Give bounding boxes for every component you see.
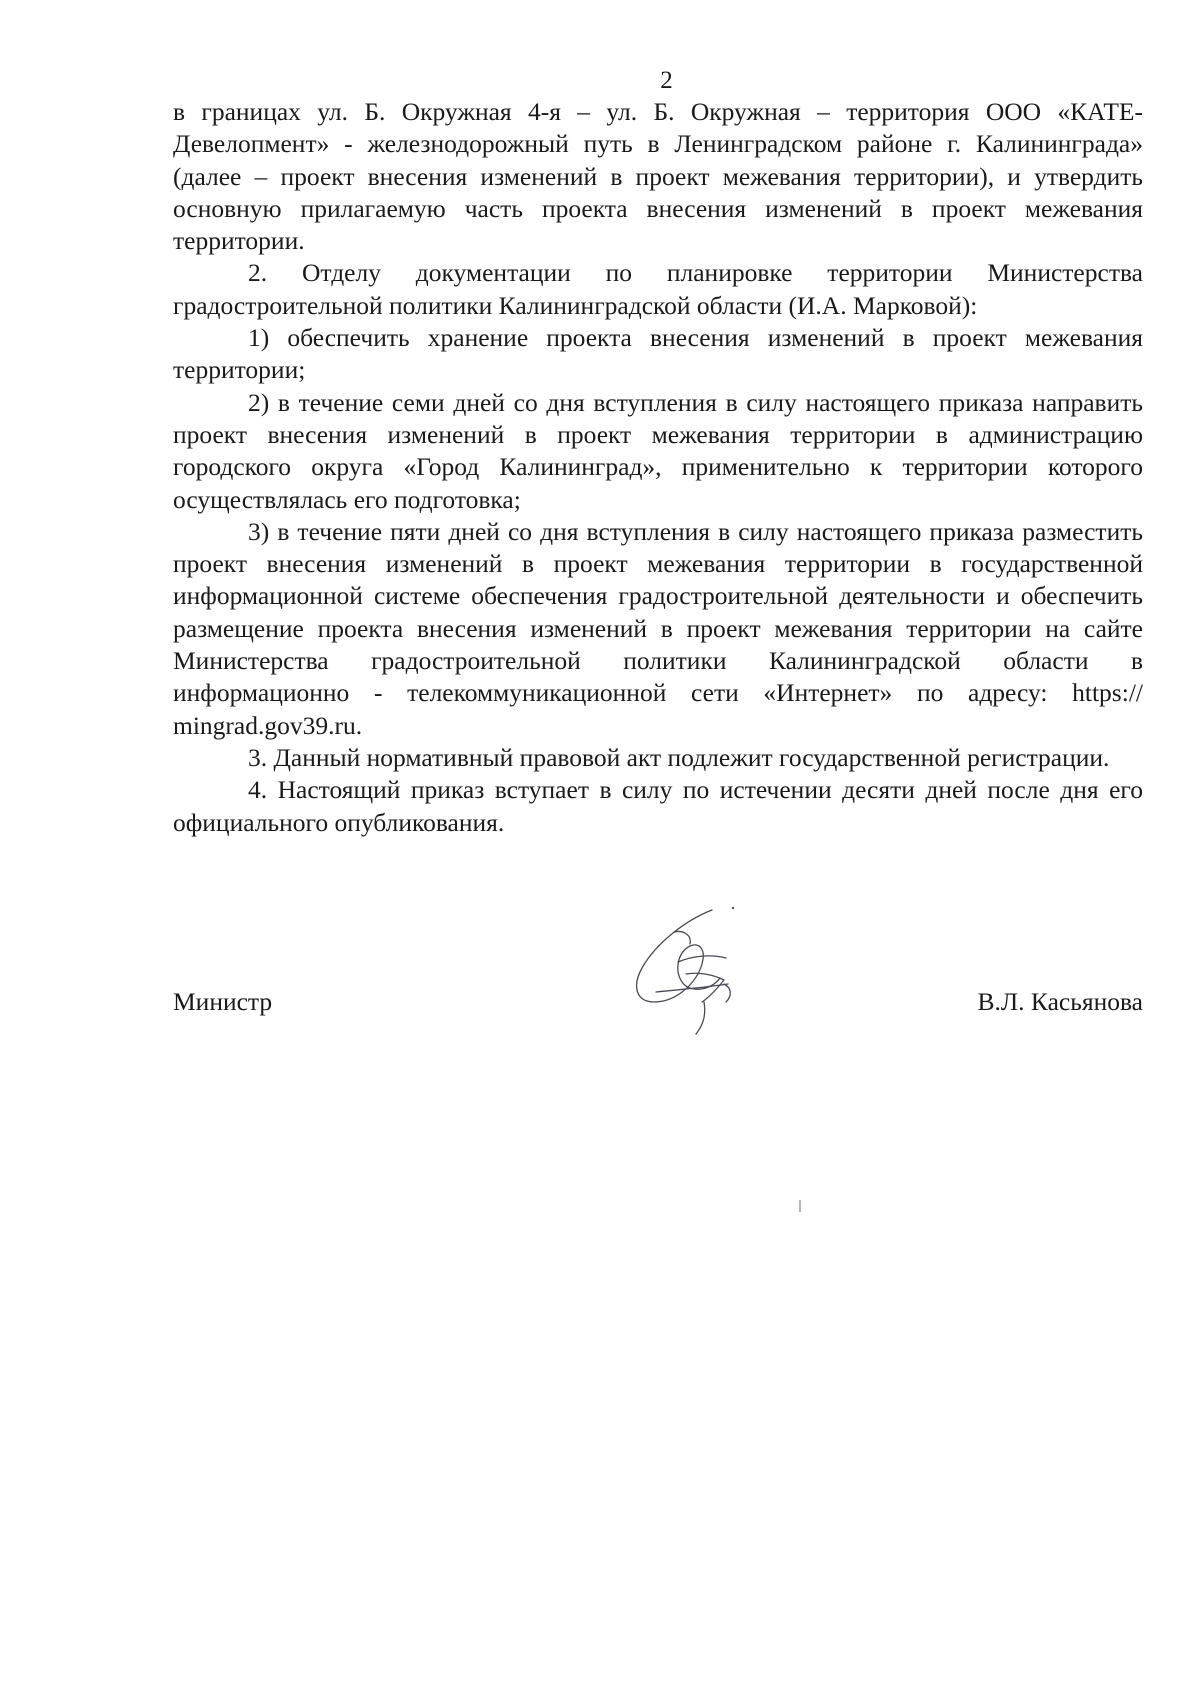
paragraph-continuation: в границах ул. Б. Окружная 4-я – ул. Б. Окружная – территория ООО «КАТЕ-Девелопмент» - железнодорожный путь в Ленинградском районе г. Калининграда» (далее – проект внесения изменений в проект межевания территории), и утвердить основную прилагаемую часть проекта внесения изменений в проект межевания территории. [173,97,1143,256]
paragraph-subitem-3: 3) в течение пяти дней со дня вступления в силу настоящего приказа разместить проект внесения изменений в проект межевания территории в государственной информационной системе обеспечения градостроительной деятельности и обеспечить размещение проекта внесения изменений в проект межевания территории на сайте Министерства градостроительной политики Калининградской области в информационно - телекоммуникационной сети «Интернет» по адресу: https:// mingrad.gov39.ru. [173,516,1143,740]
scan-artifact [799,1200,801,1212]
signatory-position: Министр [173,987,273,1016]
page-number: 2 [660,67,673,94]
paragraph-subitem-2: 2) в течение семи дней со дня вступления в силу настоящего приказа направить проект внесения изменений в проект межевания территории в администрацию городского округа «Город Калининград», применительно к территории которого осуществлялась его подготовка; [173,387,1143,514]
paragraph-item-3: 3. Данный нормативный правовой акт подлежит государственной регистрации. [248,742,1110,772]
paragraph-subitem-1: 1) обеспечить хранение проекта внесения изменений в проект межевания территории; [173,323,1143,385]
document-body [173,96,1143,839]
signature-block [173,986,1143,1026]
signatory-name: В.Л. Касьянова [977,987,1143,1016]
paragraph-item-4: 4. Настоящий приказ вступает в силу по истечении десяти дней после дня его официального опубликования. [173,775,1143,837]
paragraph-item-2: 2. Отделу документации по планировке территории Министерства градостроительной политики Калининградской области (И.А. Марковой): [173,258,1143,320]
